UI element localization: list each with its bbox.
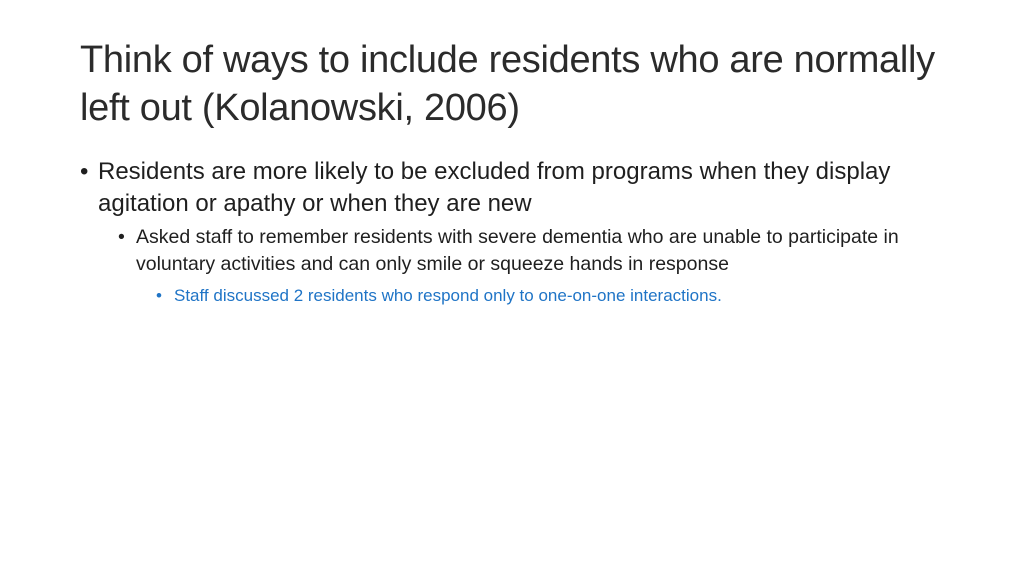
bullet-text: Staff discussed 2 residents who respond only to one-on-one interactions. [174, 286, 722, 305]
slide-title: Think of ways to include residents who are normally left out (Kolanowski, 2006) [80, 39, 935, 129]
bullet-marker: • [118, 226, 125, 248]
bullet-level-3 [156, 284, 960, 308]
bullet-marker: • [80, 158, 89, 185]
bullet-level-1 [80, 156, 960, 220]
bullet-level-2 [118, 224, 960, 278]
bullet-text: Asked staff to remember residents with severe dementia who are unable to participate in voluntary activities and can only smile or squeeze hands in response [136, 226, 899, 275]
bullet-marker: • [156, 286, 162, 305]
bullet-text: Residents are more likely to be excluded from programs when they display agitation or apathy or when they are new [98, 158, 891, 217]
slide-content [80, 156, 960, 308]
